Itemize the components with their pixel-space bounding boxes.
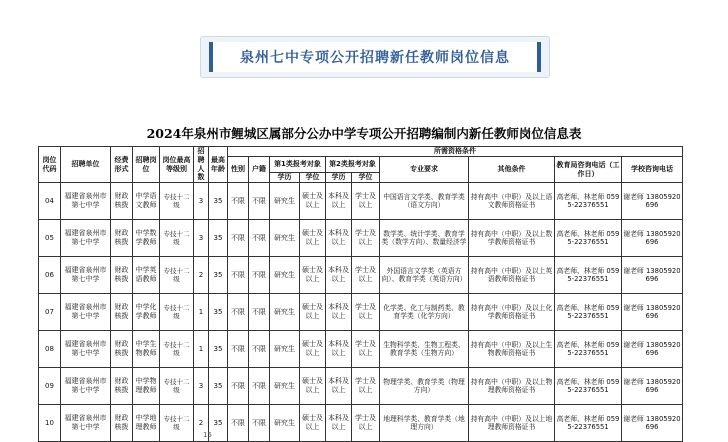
row-major: 数学类、统计学类、教育学类（数学方向）、数量经济学 — [380, 220, 469, 257]
row-funding: 财政核拨 — [111, 331, 133, 368]
row-bureau-phone: 高老师、林老师 0595-22376551 — [555, 405, 622, 442]
row-class2-degree: 学士及以上 — [352, 257, 380, 294]
row-age: 35 — [209, 294, 228, 331]
header-class1-edu: 学历 — [270, 173, 300, 183]
row-class2-degree: 学士及以上 — [352, 220, 380, 257]
table-row — [39, 257, 683, 294]
header-funding: 经费形式 — [111, 147, 133, 183]
row-age: 35 — [209, 183, 228, 220]
row-household: 不限 — [249, 368, 270, 405]
row-bureau-phone: 高老师、林老师 0595-22376551 — [555, 220, 622, 257]
positions-table — [38, 146, 683, 442]
header-gender: 性别 — [228, 157, 249, 183]
row-school-phone: 谢老师 13805920696 — [622, 257, 683, 294]
header-age: 最高年龄 — [209, 147, 228, 183]
table-row — [39, 331, 683, 368]
row-class1-degree: 硕士及以上 — [300, 368, 326, 405]
header-class2-edu: 学历 — [326, 173, 352, 183]
header-qualification-group: 所需资格条件 — [228, 147, 683, 157]
row-post: 中学数学教师 — [133, 220, 160, 257]
row-gender: 不限 — [228, 294, 249, 331]
row-school-phone: 谢老师 13805920696 — [622, 183, 683, 220]
row-class1-degree: 硕士及以上 — [300, 257, 326, 294]
row-level: 专技十二级 — [160, 220, 194, 257]
row-household: 不限 — [249, 257, 270, 294]
header-school-phone: 学校咨询电话 — [622, 157, 683, 183]
row-class1-degree: 硕士及以上 — [300, 183, 326, 220]
table-title: 2024年泉州市鲤城区属部分公办中学专项公开招聘编制内新任教师岗位信息表 — [146, 126, 582, 141]
row-school-phone: 谢老师 13805920696 — [622, 294, 683, 331]
row-code: 04 — [39, 183, 61, 220]
row-funding: 财政核拨 — [111, 368, 133, 405]
row-code: 10 — [39, 405, 61, 442]
header-level: 岗位最高等级别 — [160, 147, 194, 183]
row-unit: 福建省泉州市第七中学 — [61, 257, 111, 294]
row-count: 2 — [194, 405, 209, 442]
row-school-phone: 谢老师 13805920696 — [622, 220, 683, 257]
row-major: 地理科学类、教育学类（地理方向） — [380, 405, 469, 442]
row-other: 持有高中（中职）及以上化学教师资格证书 — [469, 294, 555, 331]
row-class1-edu: 研究生 — [270, 331, 300, 368]
row-major: 中国语言文学类、教育学类（语文方向） — [380, 183, 469, 220]
row-class2-edu: 本科及以上 — [326, 368, 352, 405]
row-class2-degree: 学士及以上 — [352, 294, 380, 331]
row-count: 1 — [194, 294, 209, 331]
row-post: 中学英语教师 — [133, 257, 160, 294]
banner-frame — [200, 36, 550, 78]
row-unit: 福建省泉州市第七中学 — [61, 183, 111, 220]
page-number-fragment: 15 — [203, 431, 212, 439]
row-funding: 财政核拨 — [111, 405, 133, 442]
row-other: 持有高中（中职）及以上物理教师资格证书 — [469, 368, 555, 405]
row-major: 生物科学类、生物工程类、教育学类（生物方向） — [380, 331, 469, 368]
row-age: 35 — [209, 331, 228, 368]
row-class1-degree: 硕士及以上 — [300, 405, 326, 442]
row-age: 35 — [209, 220, 228, 257]
row-post: 中学化学教师 — [133, 294, 160, 331]
row-class2-degree: 学士及以上 — [352, 405, 380, 442]
row-level: 专技十二级 — [160, 183, 194, 220]
row-age: 35 — [209, 405, 228, 442]
header-class1: 第1类报考对象 — [270, 157, 326, 173]
row-gender: 不限 — [228, 220, 249, 257]
row-code: 06 — [39, 257, 61, 294]
header-bureau-phone: 教育局咨询电话（工作日） — [555, 157, 622, 183]
row-unit: 福建省泉州市第七中学 — [61, 331, 111, 368]
header-class2-degree: 学位 — [352, 173, 380, 183]
row-gender: 不限 — [228, 257, 249, 294]
row-class2-degree: 学士及以上 — [352, 183, 380, 220]
row-major: 化学类、化工与制药类、教育学类（化学方向） — [380, 294, 469, 331]
row-funding: 财政核拨 — [111, 220, 133, 257]
row-class1-degree: 硕士及以上 — [300, 331, 326, 368]
row-bureau-phone: 高老师、林老师 0595-22376551 — [555, 368, 622, 405]
row-funding: 财政核拨 — [111, 294, 133, 331]
row-unit: 福建省泉州市第七中学 — [61, 368, 111, 405]
header-class1-degree: 学位 — [300, 173, 326, 183]
row-code: 05 — [39, 220, 61, 257]
row-class1-degree: 硕士及以上 — [300, 220, 326, 257]
row-bureau-phone: 高老师、林老师 0595-22376551 — [555, 257, 622, 294]
row-count: 3 — [194, 183, 209, 220]
row-class2-edu: 本科及以上 — [326, 331, 352, 368]
header-count: 招聘人数 — [194, 147, 209, 183]
row-funding: 财政核拨 — [111, 257, 133, 294]
row-other: 持有高中（中职）及以上生物教师资格证书 — [469, 331, 555, 368]
table-row — [39, 368, 683, 405]
row-other: 持有高中（中职）及以上数学教师资格证书 — [469, 220, 555, 257]
table-row — [39, 183, 683, 220]
row-class2-edu: 本科及以上 — [326, 294, 352, 331]
row-count: 3 — [194, 368, 209, 405]
row-class1-edu: 研究生 — [270, 368, 300, 405]
row-age: 35 — [209, 257, 228, 294]
row-unit: 福建省泉州市第七中学 — [61, 220, 111, 257]
header-major: 专业要求 — [380, 157, 469, 183]
row-post: 中学地理教师 — [133, 405, 160, 442]
table-row — [39, 405, 683, 442]
row-code: 09 — [39, 368, 61, 405]
row-class1-degree: 硕士及以上 — [300, 294, 326, 331]
header-post: 招聘岗位 — [133, 147, 160, 183]
header-code: 岗位代码 — [39, 147, 61, 183]
row-gender: 不限 — [228, 331, 249, 368]
row-unit: 福建省泉州市第七中学 — [61, 294, 111, 331]
row-class2-degree: 学士及以上 — [352, 368, 380, 405]
row-level: 专技十二级 — [160, 368, 194, 405]
row-code: 08 — [39, 331, 61, 368]
row-school-phone: 谢老师 13805920696 — [622, 331, 683, 368]
row-household: 不限 — [249, 220, 270, 257]
row-household: 不限 — [249, 294, 270, 331]
row-class2-degree: 学士及以上 — [352, 331, 380, 368]
row-other: 持有高中（中职）及以上地理教师资格证书 — [469, 405, 555, 442]
row-major: 物理学类、教育学类（物理方向） — [380, 368, 469, 405]
row-other: 持有高中（中职）及以上英语教师资格证书 — [469, 257, 555, 294]
row-post: 中学生物教师 — [133, 331, 160, 368]
row-class1-edu: 研究生 — [270, 257, 300, 294]
row-major: 外国语言文学类（英语方向）、教育学类（英语方向） — [380, 257, 469, 294]
row-post: 中学语文教师 — [133, 183, 160, 220]
table-row — [39, 294, 683, 331]
row-household: 不限 — [249, 331, 270, 368]
row-count: 2 — [194, 257, 209, 294]
table-row — [39, 220, 683, 257]
row-gender: 不限 — [228, 405, 249, 442]
row-class2-edu: 本科及以上 — [326, 405, 352, 442]
row-count: 3 — [194, 220, 209, 257]
row-gender: 不限 — [228, 368, 249, 405]
banner-title: 泉州七中专项公开招聘新任教师岗位信息 — [209, 42, 541, 72]
header-class2: 第2类报考对象 — [326, 157, 380, 173]
row-code: 07 — [39, 294, 61, 331]
row-class2-edu: 本科及以上 — [326, 220, 352, 257]
row-school-phone: 谢老师 13805920696 — [622, 405, 683, 442]
header-other: 其他条件 — [469, 157, 555, 183]
row-class2-edu: 本科及以上 — [326, 257, 352, 294]
row-school-phone: 谢老师 13805920696 — [622, 368, 683, 405]
row-count: 1 — [194, 331, 209, 368]
row-level: 专技十二级 — [160, 331, 194, 368]
row-class1-edu: 研究生 — [270, 294, 300, 331]
row-bureau-phone: 高老师、林老师 0595-22376551 — [555, 331, 622, 368]
row-household: 不限 — [249, 405, 270, 442]
row-class2-edu: 本科及以上 — [326, 183, 352, 220]
row-bureau-phone: 高老师、林老师 0595-22376551 — [555, 183, 622, 220]
row-unit: 福建省泉州市第七中学 — [61, 405, 111, 442]
row-gender: 不限 — [228, 183, 249, 220]
row-age: 35 — [209, 368, 228, 405]
row-class1-edu: 研究生 — [270, 405, 300, 442]
row-funding: 财政核拨 — [111, 183, 133, 220]
row-class1-edu: 研究生 — [270, 220, 300, 257]
row-bureau-phone: 高老师、林老师 0595-22376551 — [555, 294, 622, 331]
row-class1-edu: 研究生 — [270, 183, 300, 220]
row-household: 不限 — [249, 183, 270, 220]
row-level: 专技十二级 — [160, 405, 194, 442]
row-post: 中学物理教师 — [133, 368, 160, 405]
header-unit: 招聘单位 — [61, 147, 111, 183]
row-level: 专技十二级 — [160, 294, 194, 331]
row-level: 专技十二级 — [160, 257, 194, 294]
header-household: 户籍 — [249, 157, 270, 183]
row-other: 持有高中（中职）及以上语文教师资格证书 — [469, 183, 555, 220]
